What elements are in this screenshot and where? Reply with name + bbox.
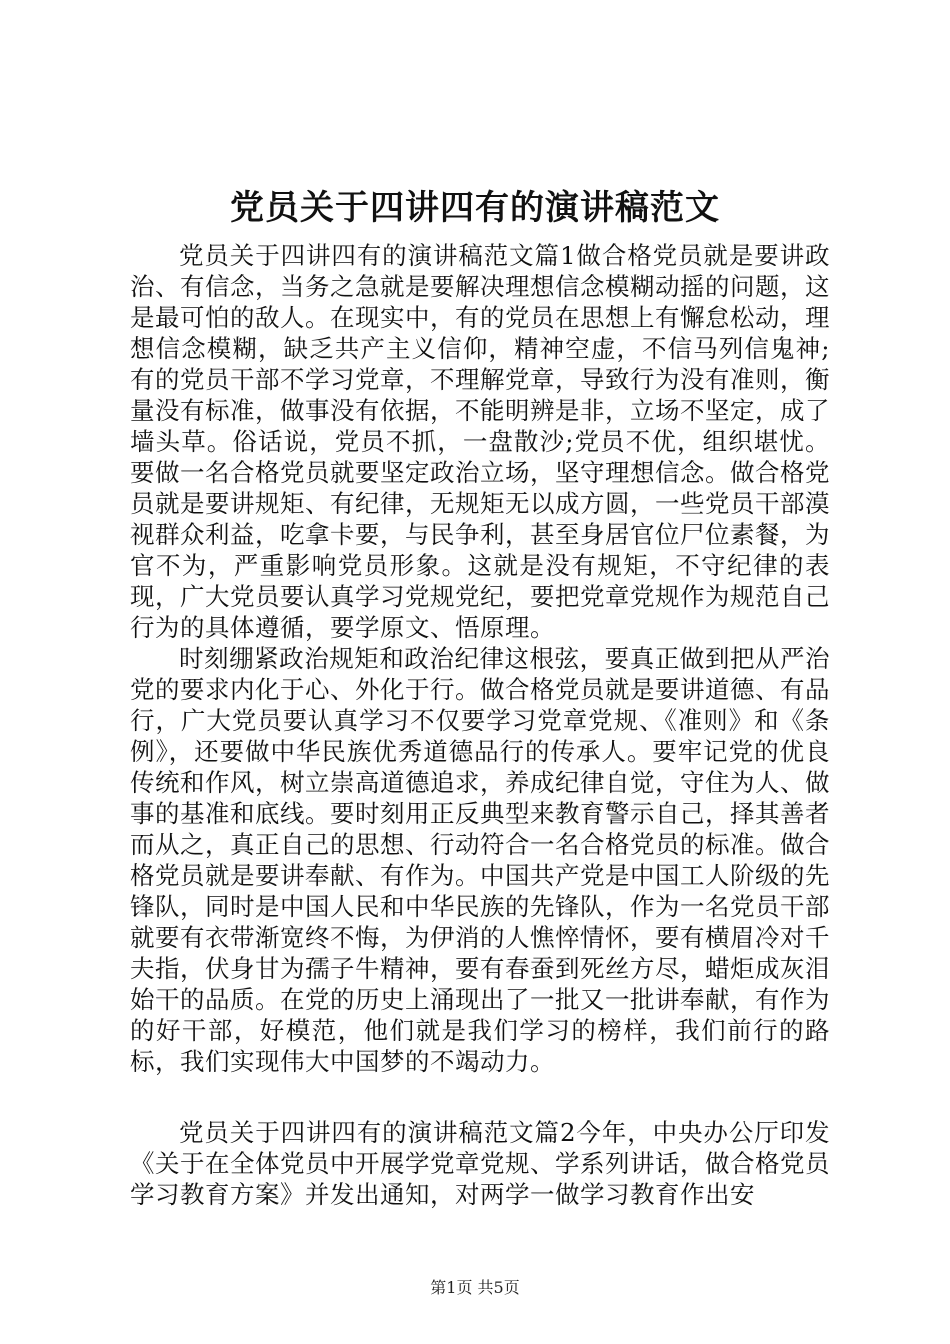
document-title: 党员关于四讲四有的演讲稿范文 (230, 188, 720, 228)
page-footer: 第1页 共5页 (430, 1278, 520, 1297)
paragraph-1: 党员关于四讲四有的演讲稿范文篇1做合格党员就是要讲政治、有信念，当务之急就是要解决理想信念模糊动摇的问题，这是最可怕的敌人。在现实中，有的党员在思想上有懈怠松动，理想信念模糊，缺乏共产主义信仰，精神空虚，不信马列信鬼神;有的党员干部不学习党章，不理解党章，导致行为没有准则，衡量没有标准，做事没有依据，不能明辨是非，立场不坚定，成了墙头草。俗话说，党员不抓，一盘散沙;党员不优，组织堪忧。要做一名合格党员就要坚定政治立场，坚守理想信念。做合格党员就是要讲规矩、有纪律，无规矩无以成方圆，一些党员干部漠视群众利益，吃拿卡要，与民争利，甚至身居官位尸位素餐，为官不为，严重影响党员形象。这就是没有规矩，不守纪律的表现，广大党员要认真学习党规党纪，要把党章党规作为规范自己行为的具体遵循，要学原文、悟原理。 (130, 241, 830, 642)
paragraph-2: 时刻绷紧政治规矩和政治纪律这根弦，要真正做到把从严治党的要求内化于心、外化于行。做合格党员就是要讲道德、有品行，广大党员要认真学习不仅要学习党章党规、《准则》和《条例》，还要做中华民族优秀道德品行的传承人。要牢记党的优良传统和作风，树立崇高道德追求，养成纪律自觉，守住为人、做事的基准和底线。要时刻用正反典型来教育警示自己，择其善者而从之，真正自己的思想、行动符合一名合格党员的标准。做合格党员就是要讲奉献、有作为。中国共产党是中国工人阶级的先锋队，同时是中国人民和中华民族的先锋队，作为一名党员干部就要有衣带渐宽终不悔，为伊消的人憔悴情怀，要有横眉冷对千夫指，伏身甘为孺子牛精神，要有春蚕到死丝方尽，蜡炬成灰泪始干的品质。在党的历史上涌现出了一批又一批讲奉献，有作为的好干部，好模范，他们就是我们学习的榜样，我们前行的路标，我们实现伟大中国梦的不竭动力。 (130, 644, 830, 1076)
document-body (130, 240, 830, 1210)
paragraph-3: 党员关于四讲四有的演讲稿范文篇2今年，中央办公厅印发《关于在全体党员中开展学党章党规、学系列讲话，做合格党员学习教育方案》并发出通知，对两学一做学习教育作出安 (130, 1118, 830, 1209)
paragraph-spacer (130, 1077, 830, 1117)
